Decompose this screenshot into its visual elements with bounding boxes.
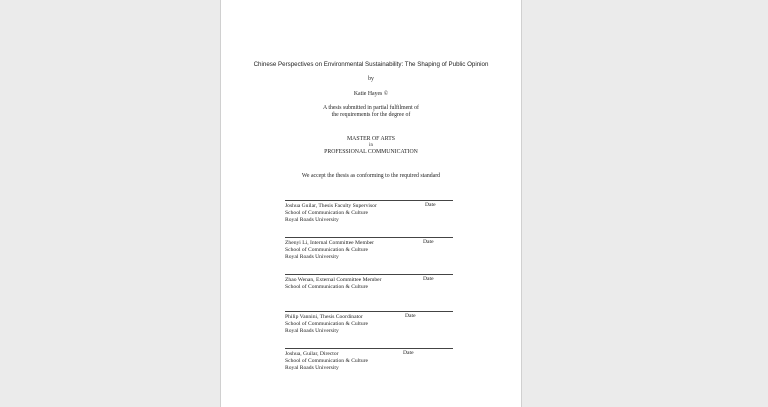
document-page: [220, 0, 522, 407]
signatory-university: Royal Roads University: [285, 254, 339, 261]
signatory-university: Royal Roads University: [285, 217, 339, 224]
date-label: Date: [423, 239, 434, 245]
signatory-name: Joshua, Guilar, Director: [285, 351, 339, 357]
acceptance-statement: We accept the thesis as conforming to the required standard: [301, 173, 441, 179]
signatory-school: School of Communication & Culture: [285, 247, 368, 254]
signatory-name: Zhenyi Li, Internal Committee Member: [285, 240, 375, 246]
signatory-school: School of Communication & Culture: [285, 210, 368, 217]
thesis-title: Chinese Perspectives on Environmental Sustainability: The Shaping of Public Opinion: [253, 61, 489, 68]
degree-in: in: [369, 143, 373, 148]
signature-block: [285, 200, 453, 225]
signatory-school: School of Communication & Culture: [285, 321, 368, 328]
degree-name: MASTER OF ARTS: [347, 136, 395, 142]
signatory-university: Royal Roads University: [285, 365, 339, 372]
signature-block: [285, 348, 453, 373]
submission-statement: [221, 105, 521, 119]
submission-line: A thesis submitted in partial fulfilment of: [323, 105, 419, 111]
by-label: by: [368, 76, 374, 82]
date-label: Date: [423, 276, 434, 282]
signatory-university: Royal Roads University: [285, 328, 339, 335]
signatory-name: Joshua Guilar, Thesis Faculty Supervisor: [285, 203, 377, 209]
signatory-name: Zhao Wenan, External Committee Member: [285, 277, 382, 283]
degree-field: PROFESSIONAL COMMUNICATION: [324, 149, 418, 155]
author-name: Katie Hayes ©: [353, 91, 389, 97]
submission-line: the requirements for the degree of: [331, 112, 411, 118]
signatory-school: School of Communication & Culture: [285, 358, 368, 365]
degree-block: [221, 136, 521, 156]
signature-block: [285, 237, 453, 262]
date-label: Date: [403, 350, 414, 356]
signature-block: [285, 274, 453, 291]
signatory-name: Philip Vannini, Thesis Coordinator: [285, 314, 363, 320]
date-label: Date: [405, 313, 416, 319]
date-label: Date: [425, 202, 436, 208]
signature-block: [285, 311, 453, 336]
signatory-school: School of Communication & Culture: [285, 284, 368, 291]
